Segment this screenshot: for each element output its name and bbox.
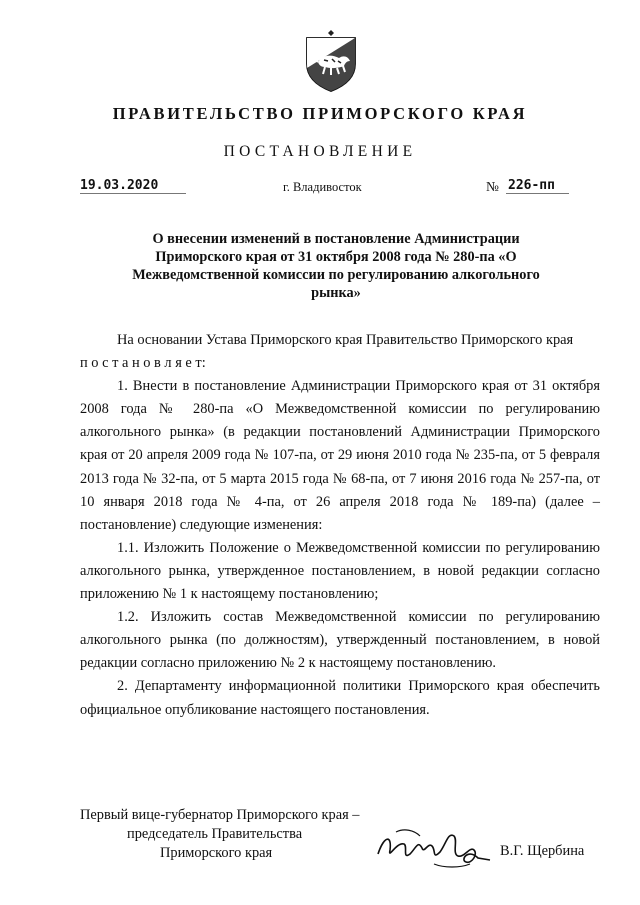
document-city: г. Владивосток <box>283 180 362 194</box>
signature-icon <box>374 820 492 876</box>
coat-of-arms-icon <box>298 28 364 94</box>
signatory-position <box>80 806 360 863</box>
preamble: На основании Устава Приморского края Правительство Приморского края <box>117 332 574 348</box>
item-1: 1. Внести в постановление Администрации Приморского края от 31 октября 2008 года № 280-па «О Межведомственной комиссии по регулированию алкогольного рынка» (в редакции постановлений Администрации Приморского края от 20 апреля 2009 года № 107-па, от 29 июня 2010 года № 235-па, от 5 февраля 2013 года № 32-па, от 5 марта 2015 года № 68-па, от 7 июня 2016 года № 257-па, от 10 января 2018 года № 4-па, от 26 апреля 2018 года № 189-па) (далее – постановление) следующие изменения: <box>80 378 600 533</box>
document-number-label: № <box>486 179 499 194</box>
government-name: ПРАВИТЕЛЬСТВО ПРИМОРСКОГО КРАЯ <box>112 104 528 123</box>
document-number: 226-пп <box>506 178 569 194</box>
decree-word: п о с т а н о в л я е т: <box>80 355 206 372</box>
document-body <box>80 329 600 722</box>
position-line-3: Приморского края <box>160 845 273 861</box>
document-type: ПОСТАНОВЛЕНИЕ <box>223 143 417 160</box>
signatory-name: В.Г. Щербина <box>500 843 585 859</box>
item-2: 2. Департаменту информационной политики Приморского края обеспечить официальное опубликование настоящего постановления. <box>80 678 600 718</box>
document-date: 19.03.2020 <box>80 178 186 194</box>
position-line-1: Первый вице-губернатор Приморского края – <box>80 807 360 823</box>
item-1-1: 1.1. Изложить Положение о Межведомственной комиссии по регулированию алкогольного рынка, утвержденное постановлением, в новой редакции согласно приложению № 1 к настоящему постановлению; <box>80 539 600 603</box>
position-line-2: председатель Правительства <box>127 826 303 842</box>
document-title: О внесении изменений в постановление Администрации Приморского края от 31 октября 2008 года № 280-па «О Межведомственной комиссии по регулированию алкогольного рынка» <box>132 231 540 301</box>
item-1-2: 1.2. Изложить состав Межведомственной комиссии по регулированию алкогольного рынка (по должностям), утвержденный постановлением, в новой редакции согласно приложению № 2 к настоящему постановлению. <box>80 609 600 672</box>
